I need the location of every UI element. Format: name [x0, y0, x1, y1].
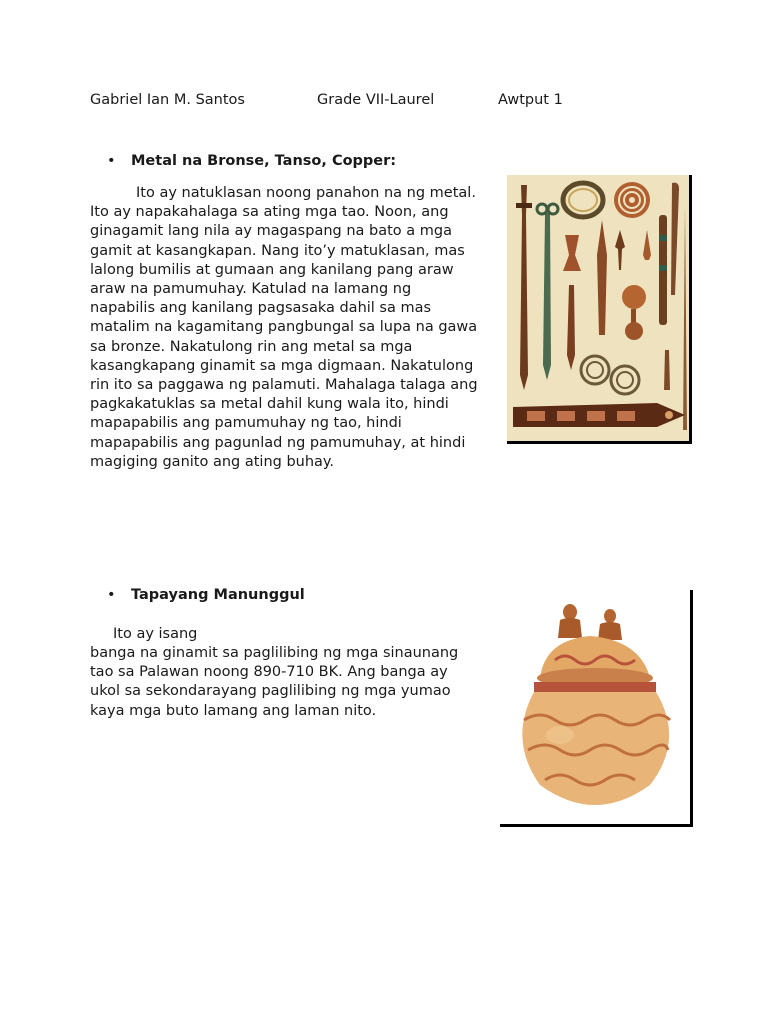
paragraph-manunggul: [90, 644, 480, 721]
bullet-point: •: [107, 153, 116, 169]
bronze-artifacts-image: [507, 175, 692, 444]
paragraph-line: banga na ginamit sa paglilibing ng mga sinaunang: [90, 645, 459, 661]
paragraph-line: rin ito sa paggawa ng palamuti. Mahalaga talaga ang: [90, 377, 478, 394]
paragraph-line: napabilis ang kanilang pagsasaka dahil sa mas: [90, 300, 432, 317]
bullet-point: •: [107, 587, 116, 603]
paragraph-line: ukol sa sekondarayang paglilibing ng mga yumao: [90, 683, 451, 700]
paragraph-line: lalong bumilis at gumaan ang kanilang pang araw: [90, 261, 454, 278]
section-title: Tapayang Manunggul: [131, 587, 305, 603]
paragraph-bronze: [90, 184, 494, 472]
grade-section: Grade VII-Laurel: [317, 92, 435, 108]
section-title: Metal na Bronse, Tanso, Copper:: [131, 153, 397, 169]
paragraph-line: araw na pamumuhay. Katulad na lamang ng: [90, 281, 412, 298]
paragraph-first-line: Ito ay isang: [113, 626, 198, 642]
paragraph-line: mapapabilis ang pamumuhay ng tao, hindi: [90, 415, 402, 432]
paragraph-line: matalim na kagamitang pangbungal sa lupa na gawa: [90, 319, 478, 336]
paragraph-line: sa bronze. Nakatulong rin ang metal sa mga: [90, 338, 413, 355]
section-heading-bronze: [107, 153, 396, 169]
paragraph-line: tao sa Palawan noong 890-710 BK. Ang banga ay: [90, 664, 448, 681]
section-heading-manunggul: [107, 587, 305, 603]
manunggul-jar-image: [500, 590, 693, 827]
paragraph-line: pagkakatuklas sa metal dahil kung wala ito, hindi: [90, 396, 449, 413]
paragraph-line: kaya mga buto lamang ang laman nito.: [90, 702, 377, 719]
paragraph-line: gamit at kasangkapan. Nang ito’y matuklasan, mas: [90, 242, 465, 259]
paragraph-line: Ito ay natuklasan noong panahon na ng metal.: [136, 185, 476, 201]
paragraph-line: Ito ay napakahalaga sa ating mga tao. Noon, ang: [90, 204, 449, 221]
paragraph-line: mapapabilis ang pagunlad ng pamumuhay, at hindi: [90, 434, 466, 451]
paragraph-line: kasangkapang ginamit sa mga digmaan. Nakatulong: [90, 357, 474, 374]
student-name: Gabriel Ian M. Santos: [90, 92, 245, 108]
output-number: Awtput 1: [498, 92, 563, 108]
paragraph-line: ginagamit lang nila ay magaspang na bato a mga: [90, 223, 452, 240]
paragraph-line: magiging ganito ang ating buhay.: [90, 453, 335, 470]
